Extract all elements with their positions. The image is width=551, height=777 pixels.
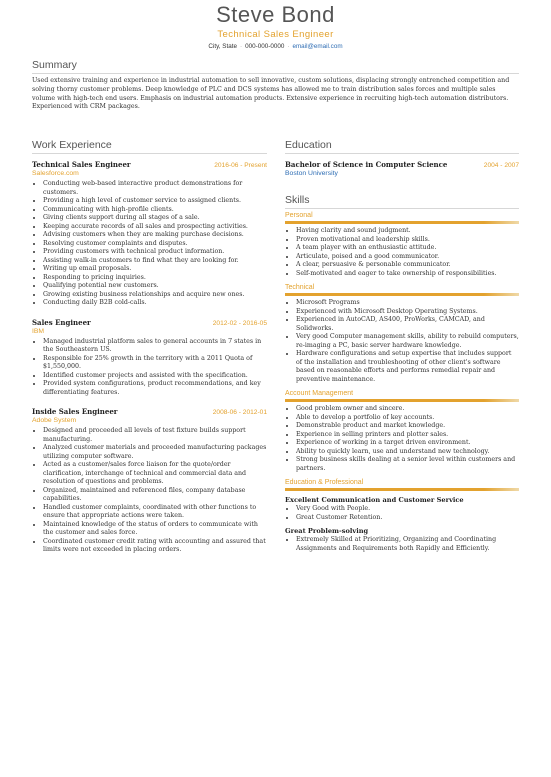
- job-title: Technical Sales Engineer: [217, 29, 334, 40]
- bullet-list: [285, 405, 519, 473]
- list-item: • Demonstrable product and market knowledge.: [296, 422, 519, 431]
- list-item: • Coordinated customer credit rating with accounting and assured that limits were not exceeded in placing orders.: [43, 538, 267, 555]
- list-item: • Acted as a customer/sales force liaison for the quote/order clarification, interchange of technical and commercial data and resolution of questions and problems.: [43, 461, 267, 487]
- list-item: • Having clarity and sound judgment.: [296, 227, 519, 236]
- job-list: [32, 160, 267, 555]
- list-item: • Growing existing business relationships and acquire new ones.: [43, 291, 267, 300]
- skill-category-title: Education & Professional: [285, 479, 364, 486]
- list-item: • Assisting walk-in customers to find what they are looking for.: [43, 257, 267, 266]
- list-item: • Designed and proceeded all levels of test fixture builds support manufacturing.: [43, 427, 267, 444]
- company-name: IBM: [32, 327, 45, 335]
- list-item: • Microsoft Programs: [296, 299, 519, 308]
- job-header: [32, 407, 267, 416]
- work-experience-column: [32, 139, 267, 555]
- bullet-list: [32, 338, 267, 398]
- job-title: Inside Sales Engineer: [32, 407, 118, 416]
- skill-category-title: Technical: [285, 284, 315, 291]
- list-item: • Writing up email proposals.: [43, 265, 267, 274]
- list-item: • Experienced in AutoCAD, AS400, ProWorks, CAMCAD, and Solidworks.: [296, 316, 519, 333]
- skills-list: [285, 212, 519, 553]
- list-item: • Keeping accurate records of all sales and prospecting activities.: [43, 223, 267, 232]
- list-item: • Good problem owner and sincere.: [296, 405, 519, 414]
- skill-level-bar: [285, 293, 519, 296]
- list-item: • Strong business skills dealing at a senior level within customers and partners.: [296, 456, 519, 473]
- bullet-list: [285, 536, 519, 553]
- job-entry: [32, 407, 267, 555]
- degree-title: Bachelor of Science in Computer Science: [285, 160, 448, 169]
- summary-heading: Summary: [32, 59, 77, 71]
- list-item: • Organized, maintained and referenced files, company database capabilities.: [43, 487, 267, 504]
- list-item: • Provided system configurations, product recommendations, and key differentiating features.: [43, 380, 267, 397]
- list-item: • Conducting daily B2B cold-calls.: [43, 299, 267, 308]
- resume-header: [0, 0, 551, 50]
- candidate-name: Steve Bond: [216, 2, 335, 27]
- job-date: 2012-02 - 2016-05: [212, 319, 267, 327]
- work-experience-heading: Work Experience: [32, 139, 112, 151]
- list-item: • Experience in selling printers and plotter sales.: [296, 431, 519, 440]
- job-header: [32, 318, 267, 327]
- skill-category: [285, 212, 519, 278]
- list-item: • Providing a high level of customer service to assigned clients.: [43, 197, 267, 206]
- side-column: [285, 139, 519, 553]
- job-title: Technical Sales Engineer: [32, 160, 131, 169]
- company-name: Adobe System: [32, 417, 77, 424]
- list-item: • Responsible for 25% growth in the territory with a 2011 Quota of $1,550,000.: [43, 355, 267, 372]
- job-date: 2008-06 - 2012-01: [212, 409, 267, 416]
- bullet-list: [32, 427, 267, 555]
- school-name: Boston University: [285, 170, 338, 177]
- list-item: • Advising customers when they are making purchase decisions.: [43, 231, 267, 240]
- skills-heading: Skills: [285, 194, 310, 206]
- list-item: • Communicating with high-profile clients.: [43, 206, 267, 215]
- separator-dot: ·: [287, 43, 290, 50]
- bullet-list: [285, 505, 519, 522]
- list-item: • Giving clients support during all stages of a sale.: [43, 214, 267, 223]
- skill-category: [285, 284, 519, 384]
- list-item: • Qualifying potential new customers.: [43, 282, 267, 291]
- skill-group-title: Great Problem-solving: [285, 527, 369, 535]
- list-item: • Very Good with People.: [296, 505, 519, 514]
- list-item: • Conducting web-based interactive product demonstrations for customers.: [43, 180, 267, 197]
- separator-dot: ·: [240, 43, 243, 50]
- skill-category: [285, 390, 519, 473]
- list-item: • Ability to quickly learn, use and understand new technology.: [296, 448, 519, 457]
- company-name: Salesforce.com: [32, 170, 79, 177]
- section-divider: [285, 208, 519, 209]
- bullet-list: [285, 299, 519, 384]
- list-item: • Self-motivated and eager to take ownership of responsibilities.: [296, 270, 519, 279]
- contact-line: [0, 43, 551, 50]
- skill-category-title: Personal: [285, 212, 313, 219]
- job-header: [32, 160, 267, 169]
- list-item: • Managed industrial platform sales to general accounts in 7 states in the Southeastern US.: [43, 338, 267, 355]
- list-item: • Extremely Skilled at Prioritizing, Organizing and Coordinating Assignments and Requirements both Rapidly and Efficiently.: [296, 536, 519, 553]
- education-date: 2004 - 2007: [483, 162, 519, 169]
- job-entry: [32, 318, 267, 398]
- list-item: • Responding to pricing inquiries.: [43, 274, 267, 283]
- job-entry: [32, 160, 267, 308]
- list-item: • A team player with an enthusiastic attitude.: [296, 244, 519, 253]
- list-item: • Articulate, poised and a good communicator.: [296, 253, 519, 262]
- list-item: • Resolving customer complaints and disputes.: [43, 240, 267, 249]
- list-item: • Hardware configurations and setup expertise that includes support of the installation and troubleshooting of other client's software based on reasonable efforts and performs remedial repair and preventive maintenance.: [296, 350, 519, 384]
- contact-email-link[interactable]: email@email.com: [292, 43, 343, 50]
- summary-text: Used extensive training and experience in industrial automation to sell innovative, custom solutions, displacing strongly entrenched competition and solving thorny customer problems. Deep knowledge of PLC and DCS systems has allowed me to train distribution sales forces and multiple sales volume with high-tech end users. Emphasis on industrial automation products. Extensive experience in recruiting high-tech automation distributors. Experienced with CRM packages.: [32, 77, 510, 111]
- education-heading: Education: [285, 139, 332, 151]
- list-item: • Identified customer projects and assisted with the specification.: [43, 372, 267, 381]
- list-item: • Maintained knowledge of the status of orders to communicate with the customer and sales force.: [43, 521, 267, 538]
- skill-level-bar: [285, 399, 519, 402]
- education-entry: [285, 160, 519, 177]
- contact-phone: 000-000-0000: [245, 43, 285, 50]
- section-divider: [32, 73, 519, 74]
- section-divider: [32, 153, 267, 154]
- list-item: • Handled customer complaints, coordinated with other functions to ensure that appropriate actions were taken.: [43, 504, 267, 521]
- list-item: • Analyzed customer materials and proceeded manufacturing packages utilizing computer software.: [43, 444, 267, 461]
- summary-section: [32, 59, 519, 112]
- skill-group-title: Excellent Communication and Customer Service: [285, 496, 464, 504]
- job-date: 2016-06 - Present: [214, 162, 267, 169]
- bullet-list: [285, 227, 519, 278]
- list-item: • Able to develop a portfolio of key accounts.: [296, 414, 519, 423]
- list-item: • Providing customers with technical product information.: [43, 248, 267, 257]
- bullet-list: [32, 180, 267, 308]
- list-item: • Experienced with Microsoft Desktop Operating Systems.: [296, 308, 519, 317]
- skill-level-bar: [285, 488, 519, 491]
- list-item: • Proven motivational and leadership skills.: [296, 236, 519, 245]
- list-item: • Very good Computer management skills, ability to rebuild computers, re-imaging a PC, basic server hardware knowledge.: [296, 333, 519, 350]
- list-item: • Great Customer Retention.: [296, 514, 519, 523]
- list-item: • A clear, persuasive & personable communicator.: [296, 261, 519, 270]
- section-divider: [285, 153, 519, 154]
- skill-level-bar: [285, 221, 519, 224]
- skill-category-title: Account Management: [285, 390, 354, 397]
- list-item: • Experience of working in a target driven environment.: [296, 439, 519, 448]
- skill-category: [285, 479, 519, 553]
- job-title: Sales Engineer: [32, 317, 91, 327]
- contact-location: City, State: [208, 43, 237, 50]
